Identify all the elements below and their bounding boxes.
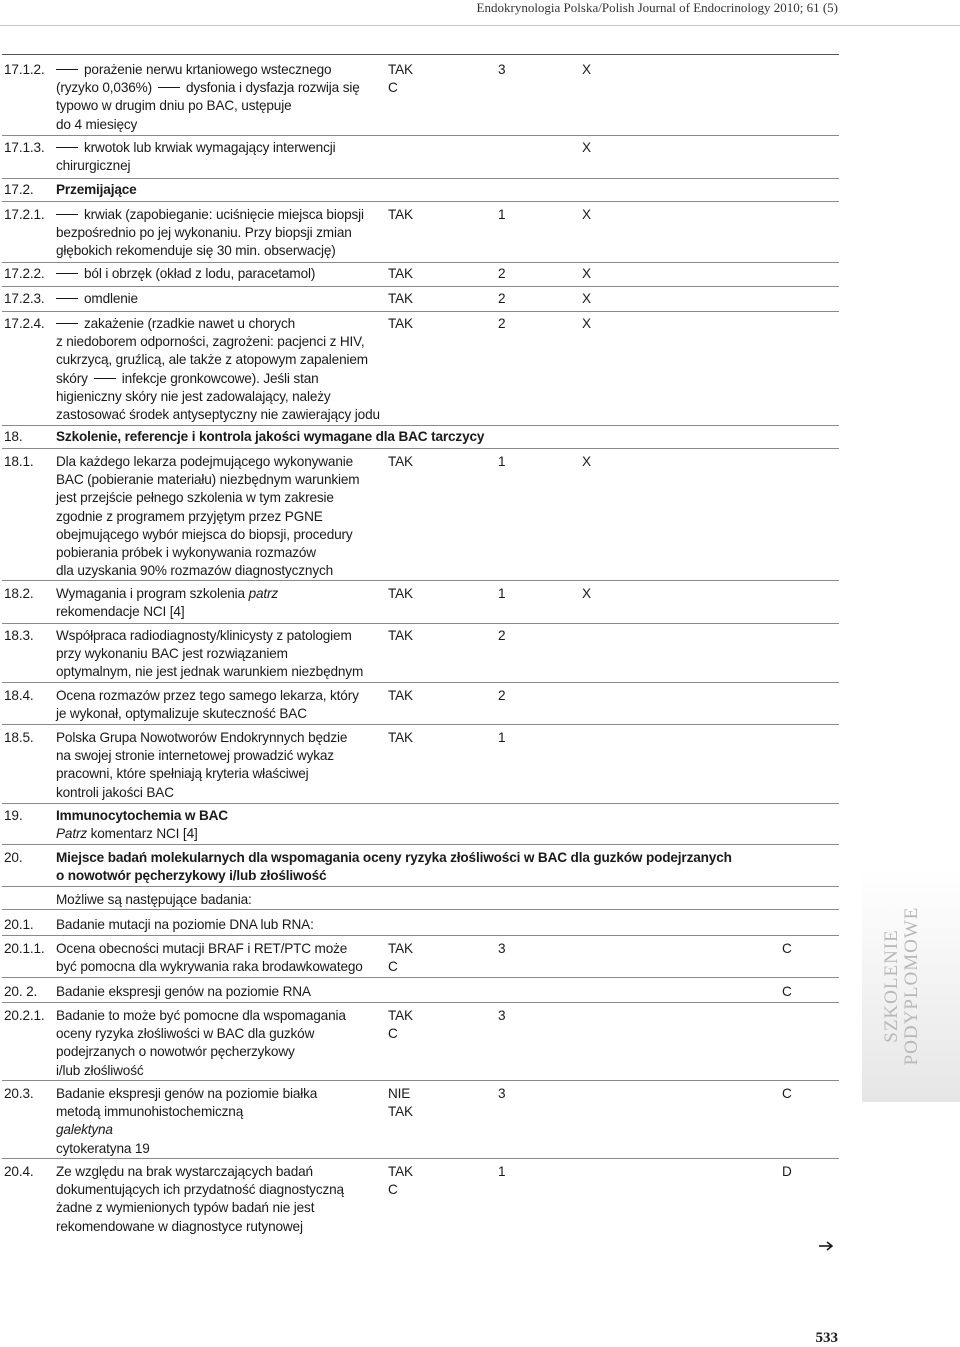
- recommendation-cell: X: [582, 291, 591, 306]
- row-number: 20.2.1.: [4, 1008, 45, 1023]
- dash-icon: [56, 323, 78, 324]
- evidence-cell: TAK: [388, 688, 413, 703]
- level-cell: 1: [498, 730, 506, 745]
- side-label-line2: PODYPLOMOWE: [901, 906, 922, 1066]
- table-row: [2, 1163, 839, 1236]
- dash-icon: [56, 147, 78, 148]
- dash-icon: [94, 378, 116, 379]
- level-cell: 1: [498, 207, 506, 222]
- table-row: [2, 1085, 839, 1159]
- recommendation-cell: X: [582, 207, 591, 222]
- table-row: [2, 315, 839, 426]
- evidence-cell: TAK: [388, 586, 413, 601]
- row-text: Dla każdego lekarza podejmującego wykonywanie BAC (pobieranie materiału) niezbędnym warunkiem jest przejście pełnego szkolenia w tym zakresie zgodnie z programem przyjętym przez PGNE obejmującego wybór miejsca do biopsji, procedury pobierania próbek i wykonywania rozmazów dla uzyskania 90% rozmazów diagnostycznych: [56, 454, 360, 579]
- row-text: omdlenie: [56, 290, 386, 308]
- row-text: Polska Grupa Nowotworów Endokrynnych będzie na swojej stronie internetowej prowadzić wykaz pracowni, które spełniają kryteria właściwej kontroli jakości BAC: [56, 730, 348, 800]
- row-text: Badanie to może być pomocne dla wspomagania oceny ryzyka złośliwości w BAC dla guzków podejrzanych o nowotwór pęcherzykowy i/lub złośliwość: [56, 1008, 346, 1078]
- row-number: 17.1.3.: [4, 140, 45, 155]
- row-number: 17.2.1.: [4, 207, 45, 222]
- table-row: [2, 891, 839, 910]
- evidence-cell: TAK: [388, 730, 413, 745]
- evidence-cell: TAK: [388, 454, 413, 469]
- side-label-line1: SZKOLENIE: [881, 929, 902, 1043]
- level-cell: 1: [498, 1164, 506, 1179]
- level-cell: 1: [498, 586, 506, 601]
- row-text: Współpraca radiodiagnosty/klinicysty z patologiem przy wykonaniu BAC jest rozwiązaniem optymalnym, nie jest jednak warunkiem niezbędnym: [56, 628, 364, 680]
- table-row: [2, 807, 839, 845]
- row-number: 17.2.3.: [4, 291, 45, 306]
- row-number: 18.1.: [4, 454, 34, 469]
- row-number: 20.3.: [4, 1086, 34, 1101]
- row-number: 18.: [4, 429, 23, 444]
- row-number: 17.2.2.: [4, 266, 45, 281]
- table-row: [2, 627, 839, 683]
- row-text: Ze względu na brak wystarczających badań dokumentujących ich przydatność diagnostyczną żadne z wymienionych typów badań nie jest rekomendowane w diagnostyce rutynowej: [56, 1164, 344, 1234]
- row-number: 20.1.: [4, 917, 34, 932]
- evidence-cell: TAK: [388, 266, 413, 281]
- evidence-cell: TAK C: [388, 941, 413, 975]
- table-row: [2, 206, 839, 263]
- table-row: [2, 61, 839, 136]
- recommendation-cell: C: [782, 1086, 792, 1101]
- section-title: Miejsce badań molekularnych dla wspomagania oceny ryzyka złośliwości w BAC dla guzków podejrzanych o nowotwór pęcherzykowy i/lub złośliwość: [56, 850, 732, 884]
- dash-icon: [56, 273, 78, 274]
- table-row: [2, 290, 839, 312]
- row-text: zakażenie (rzadkie nawet u chorych z niedoborem odporności, zagrożeni: pacjenci z HIV, cukrzycą, gruźlicą, ale także z atopowym zapaleniem skóry infekcje gronkowcowe). Jeśli stan higieniczny skóry nie jest zadowalający, należy zastosować środek antyseptyczny nie zawierający jodu: [56, 316, 380, 423]
- row-text: Immunocytochemia w BAC Patrz komentarz NCI [4]: [56, 808, 228, 842]
- evidence-cell: TAK C: [388, 1164, 413, 1198]
- table-row: [2, 849, 839, 887]
- row-number: 17.2.4.: [4, 316, 45, 331]
- row-text: Ocena rozmazów przez tego samego lekarza, który je wykonał, optymalizuje skuteczność BAC: [56, 688, 359, 722]
- row-text: krwotok lub krwiak wymagający interwencji chirurgicznej: [56, 140, 336, 174]
- table-row: [2, 585, 839, 624]
- recommendation-cell: X: [582, 454, 591, 469]
- row-text: Przemijające: [56, 182, 137, 197]
- table-row: [2, 428, 839, 449]
- row-text: Ocena obecności mutacji BRAF i RET/PTC może być pomocna dla wykrywania raka brodawkowatego: [56, 941, 363, 975]
- row-number: 20.4.: [4, 1164, 34, 1179]
- recommendation-cell: X: [582, 140, 591, 155]
- level-cell: 3: [498, 1086, 506, 1101]
- table-row: [2, 983, 839, 1003]
- table-row: [2, 916, 839, 936]
- level-cell: 2: [498, 628, 506, 643]
- row-text: Wymagania i program szkolenia patrz rekomendacje NCI [4]: [56, 586, 279, 620]
- recommendation-cell: X: [582, 266, 591, 281]
- recommendation-cell: X: [582, 62, 591, 77]
- table-row: [2, 139, 839, 179]
- row-text: Badanie ekspresji genów na poziomie RNA: [56, 984, 311, 999]
- row-number: 19.: [4, 808, 23, 823]
- evidence-cell: TAK: [388, 291, 413, 306]
- recommendation-cell: X: [582, 586, 591, 601]
- recommendation-cell: D: [782, 1164, 792, 1179]
- dash-icon: [56, 214, 78, 215]
- section-side-label: [862, 870, 960, 1102]
- level-cell: 2: [498, 266, 506, 281]
- row-number: 18.5.: [4, 730, 34, 745]
- row-number: 18.2.: [4, 586, 34, 601]
- row-text: Badanie ekspresji genów na poziomie białka metodą immunohistochemiczną galektyna cytokeratyna 19: [56, 1086, 318, 1156]
- page-number: 533: [815, 1330, 838, 1346]
- level-cell: 3: [498, 1008, 506, 1023]
- row-number: 18.3.: [4, 628, 34, 643]
- table-top-rule: [2, 54, 839, 55]
- level-cell: 3: [498, 62, 506, 77]
- dash-icon: [158, 87, 180, 88]
- row-number: 20. 2.: [4, 984, 38, 999]
- dash-icon: [56, 298, 78, 299]
- evidence-cell: TAK C: [388, 62, 413, 96]
- dash-icon: [56, 69, 78, 70]
- row-text: porażenie nerwu krtaniowego wstecznego (ryzyko 0,036%) dysfonia i dysfazja rozwija się typowo w drugim dniu po BAC, ustępuje do 4 miesięcy: [56, 62, 360, 132]
- row-text: krwiak (zapobieganie: uciśnięcie miejsca biopsji bezpośrednio po jej wykonaniu. Przy biopsji zmian głębokich rekomenduje się 30 min. obserwację): [56, 207, 364, 259]
- row-number: 20.: [4, 850, 23, 865]
- journal-header: Endokrynologia Polska/Polish Journal of Endocrinology 2010; 61 (5): [476, 0, 838, 15]
- section-title: Szkolenie, referencje i kontrola jakości wymagane dla BAC tarczycy: [56, 429, 485, 444]
- evidence-cell: TAK: [388, 628, 413, 643]
- evidence-cell: NIE TAK: [388, 1086, 413, 1120]
- level-cell: 2: [498, 688, 506, 703]
- continued-arrow-icon: [819, 1241, 835, 1251]
- table-row: [2, 687, 839, 725]
- row-number: 17.2.: [4, 182, 34, 197]
- recommendation-cell: C: [782, 984, 792, 999]
- level-cell: 1: [498, 454, 506, 469]
- row-text: Badanie mutacji na poziomie DNA lub RNA:: [56, 917, 314, 932]
- recommendation-cell: C: [782, 941, 792, 956]
- row-number: 20.1.1.: [4, 941, 45, 956]
- table-row: [2, 1007, 839, 1081]
- table-row: [2, 453, 839, 581]
- evidence-cell: TAK: [388, 316, 413, 331]
- header-rule: [0, 25, 960, 26]
- level-cell: 3: [498, 941, 506, 956]
- row-text: Możliwe są następujące badania:: [56, 892, 252, 907]
- level-cell: 2: [498, 291, 506, 306]
- table-row: [2, 940, 839, 978]
- table-row: [2, 181, 839, 202]
- level-cell: 2: [498, 316, 506, 331]
- recommendation-cell: X: [582, 316, 591, 331]
- row-number: 17.1.2.: [4, 62, 45, 77]
- evidence-cell: TAK C: [388, 1008, 413, 1042]
- row-text: ból i obrzęk (okład z lodu, paracetamol): [56, 265, 386, 283]
- table-row: [2, 265, 839, 287]
- table-row: [2, 729, 839, 804]
- evidence-cell: TAK: [388, 207, 413, 222]
- row-number: 18.4.: [4, 688, 34, 703]
